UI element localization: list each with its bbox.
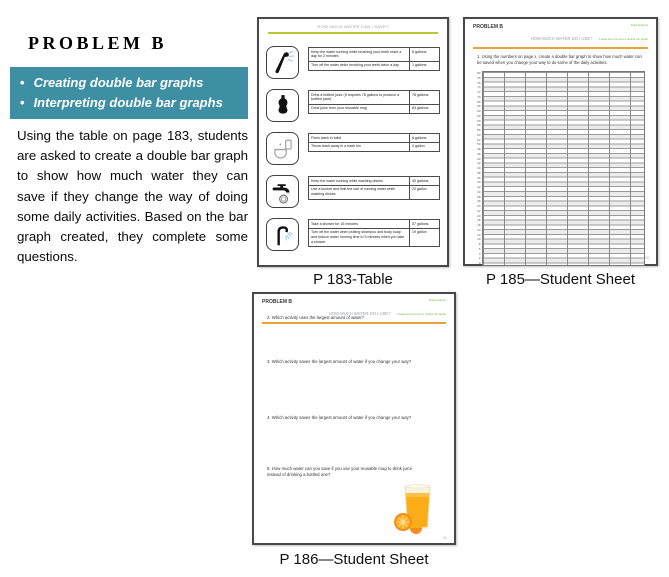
page-185-thumbnail [463, 17, 658, 266]
objectives-box [10, 67, 248, 119]
question-4-text: 4. Which activity saves the largest amount of water if you change your way? [267, 415, 412, 420]
toilet-icon [270, 136, 296, 162]
activity-text: Use a bucket and limit the use of running water while washing dishes [309, 185, 410, 199]
list-item [20, 73, 240, 93]
orange-rule [473, 47, 648, 49]
y-axis-label: 80 [477, 71, 481, 76]
y-axis-label: 46 [477, 151, 481, 156]
orange-juice-image [392, 484, 434, 534]
gallons-value: 78 gallons [410, 91, 440, 105]
question-2-text: 2. Which activity uses the largest amount of water? [267, 315, 364, 320]
activity-subtable [308, 133, 440, 152]
objective-label: Creating double bar graphs [33, 75, 204, 90]
table-row [266, 175, 440, 208]
y-axis-label: 24 [477, 204, 481, 209]
y-axis-label: 0 [478, 261, 481, 266]
worksheet-objective-label: Create and interpret a double bar graph [598, 37, 648, 42]
toothbrush-icon [270, 50, 296, 76]
y-axis-label: 36 [477, 175, 481, 180]
activity-text: Keep the water running while brushing your teeth twice a day for 2 minutes [309, 48, 410, 62]
page-number: 50 [644, 255, 649, 260]
thumbnail-caption: P 183-Table [313, 271, 393, 288]
y-axis-label: 56 [477, 128, 481, 133]
y-axis-label: 28 [477, 194, 481, 199]
icon-frame [266, 175, 299, 208]
y-axis-label: 30 [477, 189, 481, 194]
question-3-text: 3. Which activity saves the largest amount of water if you change your way? [267, 359, 412, 364]
question-5-text: 5. How much water can you save if you use your reusable mug to drink juice instead of drinking a bottled one? [267, 466, 412, 478]
bullet-icon [20, 73, 25, 93]
activity-subtable [308, 90, 440, 114]
activity-text: Drink a bottled juice (It requires 78 gallons to produce a bottled juice) [309, 91, 410, 105]
icon-frame [266, 218, 299, 251]
y-axis-label: 78 [477, 75, 481, 80]
y-axis-label: 26 [477, 199, 481, 204]
thumbnail-caption: P 186—Student Sheet [279, 551, 429, 568]
activity-text: Turn off the water while brushing your teeth twice a day [309, 61, 410, 70]
y-axis-label: 64 [477, 109, 481, 114]
y-axis-label: 32 [477, 185, 481, 190]
y-axis-label: 48 [477, 147, 481, 152]
y-axis-label: 62 [477, 113, 481, 118]
y-axis-label: 74 [477, 85, 481, 90]
list-item [20, 93, 240, 113]
activity-text: Keep the water running while washing dishes [309, 177, 410, 186]
icon-frame [266, 46, 299, 79]
faucet-icon [270, 179, 296, 205]
activity-text: Take a shower for 15 minutes [309, 220, 410, 229]
activity-text: Throw trash away in a trash bin [309, 142, 410, 151]
y-axis-label: 18 [477, 218, 481, 223]
graph-grid [482, 71, 645, 266]
gallons-value: 1 gallons [410, 61, 440, 70]
y-axis-label: 72 [477, 90, 481, 95]
gallons-value: 19 gallon [410, 228, 440, 247]
activity-subtable [308, 176, 440, 200]
y-axis-label: 6 [478, 246, 481, 251]
worksheet-problem-label: PROBLEM B [473, 24, 503, 30]
worksheet-header: HOW MUCH WATER CAN I SAVE? [317, 24, 389, 29]
y-axis-label: 60 [477, 118, 481, 123]
y-axis-label: 4 [478, 251, 481, 256]
y-axis-label: 70 [477, 94, 481, 99]
y-axis-label: 10 [477, 237, 481, 242]
page-183-thumbnail [257, 17, 449, 267]
y-axis-label: 50 [477, 142, 481, 147]
gallons-value: 57 gallons [410, 220, 440, 229]
worksheet-strand-label: Data Analysis [429, 298, 446, 302]
y-axis-label: 16 [477, 223, 481, 228]
y-axis-label: 52 [477, 137, 481, 142]
table-row [266, 132, 440, 165]
y-axis-label: 8 [478, 242, 481, 247]
worksheet-objective-label: Create and interpret a double bar graph [396, 312, 446, 317]
y-axis-label: 34 [477, 180, 481, 185]
activity-text: Flush trash in toilet [309, 134, 410, 143]
page-number: 56 [443, 536, 447, 540]
y-axis-label: 44 [477, 156, 481, 161]
y-axis-label: 2 [478, 256, 481, 261]
orange-rule [262, 322, 446, 324]
y-axis-label: 76 [477, 80, 481, 85]
y-axis-label: 66 [477, 104, 481, 109]
worksheet-title: HOW MUCH WATER DO I USE? [328, 311, 391, 317]
gallons-value: 0 gallon [410, 142, 440, 151]
y-axis-label: 22 [477, 208, 481, 213]
icon-frame [266, 89, 299, 122]
gallons-value: 8 gallons [410, 48, 440, 62]
worksheet-header-right [531, 24, 648, 45]
activity-subtable [308, 47, 440, 71]
table-row [266, 218, 440, 251]
worksheet-strand-label: Data Analysis [631, 23, 648, 27]
y-axis-label: 12 [477, 232, 481, 237]
y-axis-label: 20 [477, 213, 481, 218]
worksheet-title: HOW MUCH WATER DO I USE? [530, 36, 593, 42]
gallons-value: 20 gallon [410, 185, 440, 199]
objective-label: Interpreting double bar graphs [33, 94, 223, 110]
y-axis-label: 68 [477, 99, 481, 104]
y-axis-label: 14 [477, 227, 481, 232]
question-1-text: 1. Using the numbers on page x, create a double bar graph to show how much water can be saved when you change your way to do some of the daily activities. [477, 53, 642, 65]
y-axis-label: 54 [477, 132, 481, 137]
table-row [266, 46, 440, 79]
table-row [266, 89, 440, 122]
activity-table [259, 34, 447, 265]
activity-subtable [308, 219, 440, 247]
description-paragraph: Using the table on page 183, students are asked to create a double bar graph to show how much water they can save if they change the way of doing some daily activities. Based on the bar graph created, they complete some questions. [17, 128, 248, 265]
bottle-icon [270, 93, 296, 119]
worksheet-header [465, 19, 656, 45]
bar-graph-template [473, 71, 645, 266]
activity-text: Turn off the water when putting shampoo and body soap and reduce water running time to 5 minutes when you take a shower [309, 228, 410, 247]
icon-frame [266, 132, 299, 165]
activity-text: Drink juice from your reusable mug [309, 104, 410, 113]
y-axis-labels [473, 71, 482, 266]
gallons-value: 40 gallons [410, 177, 440, 186]
y-axis-label: 42 [477, 161, 481, 166]
y-axis-label: 40 [477, 166, 481, 171]
page-title: PROBLEM B [28, 33, 168, 53]
gallons-value: 6 gallons [410, 134, 440, 143]
bullet-icon [20, 93, 25, 113]
y-axis-label: 38 [477, 170, 481, 175]
y-axis-label: 58 [477, 123, 481, 128]
worksheet-problem-label: PROBLEM B [262, 299, 292, 305]
page-186-thumbnail [252, 292, 456, 545]
gallons-value: 63 gallons [410, 104, 440, 113]
shower-icon [270, 222, 296, 248]
thumbnail-caption: P 185—Student Sheet [485, 271, 635, 288]
